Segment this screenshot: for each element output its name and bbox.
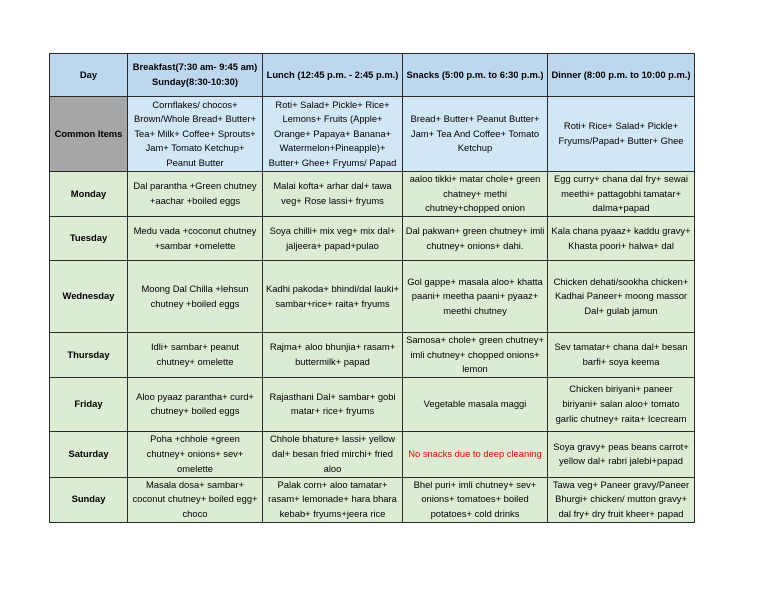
cell-line: lemon: [462, 363, 488, 375]
cell-line: choco: [182, 507, 208, 519]
dinner-cell: [548, 261, 695, 333]
cell-line: chutney +boiled eggs: [150, 297, 240, 309]
cell-line: Chhole bhature+ lassi+ yellow: [269, 433, 396, 445]
day-label: Thursday: [50, 333, 128, 378]
cell-line: omelette: [177, 462, 213, 474]
breakfast-cell: [128, 97, 263, 172]
cell-line: biriyani+ salan aloo+ tomato: [562, 397, 680, 409]
lunch-cell: [263, 431, 403, 477]
breakfast-cell: [128, 333, 263, 378]
cell-line: Fryums/Papad+ Butter+ Ghee: [558, 135, 684, 146]
mess-menu-table: [49, 53, 695, 523]
cell-line: +aachar +boiled eggs: [149, 195, 241, 206]
cell-line: Kadhi pakoda+ bhindi/dal lauki+: [266, 282, 399, 294]
dinner-cell: [548, 477, 695, 522]
day-label: Saturday: [50, 431, 128, 477]
dinner-cell: [548, 97, 695, 172]
cell-line: Cornflakes/ chocos+: [152, 98, 238, 110]
cell-line: Brown/Whole Bread+ Butter+: [134, 113, 256, 125]
cell-line: Tawa veg+ Paneer gravy/Paneer: [552, 478, 690, 490]
row-common-items: [50, 97, 695, 172]
cell-line: chutney+ onions+ sev+: [146, 447, 244, 459]
day-label: Wednesday: [50, 261, 128, 333]
cell-line: Bhel puri+ imli chutney+ sev+: [413, 478, 537, 490]
cell-line: Roti+ Rice+ Salad+ Pickle+: [563, 120, 679, 132]
day-label: Friday: [50, 377, 128, 431]
snacks-cell: [403, 217, 548, 261]
dinner-cell: [548, 333, 695, 378]
cell-line: Orange+ Papaya+ Banana+: [273, 127, 392, 139]
cell-line: aloo: [323, 462, 342, 474]
cell-line: rasam+ lemonade+ hara bhara: [268, 493, 397, 505]
lunch-cell: [263, 97, 403, 172]
header-lunch: Lunch (12:45 p.m. - 2:45 p.m.): [263, 54, 403, 97]
cell-line: yellow dal+ rabri jalebi+papad: [558, 455, 684, 467]
dinner-cell: [548, 377, 695, 431]
cell-line: Chicken biriyani+ paneer: [569, 383, 673, 395]
day-label: Common Items: [50, 97, 128, 172]
dinner-cell: [548, 431, 695, 477]
breakfast-cell: [128, 172, 263, 217]
cell-line: paani+ meetha paani+ pyaaz+: [411, 290, 539, 302]
lunch-cell: [263, 377, 403, 431]
cell-line: Moong Dal Chilla +lehsun: [141, 282, 249, 294]
cell-line: Lemons+ Fruits (Apple+: [282, 113, 383, 125]
breakfast-cell: [128, 477, 263, 522]
cell-line: chatney+ methi: [443, 187, 507, 199]
cell-line: imli chutney+ chopped onions+: [410, 348, 540, 360]
cell-line: Khasta poori+ halwa+ dal: [568, 239, 674, 251]
row-tuesday: [50, 217, 695, 261]
header-row: [50, 54, 695, 97]
cell-line: Jam+ Tomato Ketchup+: [145, 142, 245, 154]
row-saturday: [50, 431, 695, 477]
day-label: Sunday: [50, 477, 128, 522]
cell-line: Roti+ Salad+ Pickle+ Rice+: [275, 98, 390, 110]
lunch-cell: [263, 217, 403, 261]
cell-line: Peanut Butter: [166, 156, 224, 168]
cell-line: chutney+ omelette: [156, 355, 234, 367]
cell-line: Palak corn+ aloo tamatar+: [277, 478, 388, 490]
cell-line: Dal pakwan+ green chutney+ imli: [405, 224, 545, 236]
row-monday: [50, 172, 695, 217]
cell-line: dal+ besan fried mirchi+ fried: [272, 447, 393, 459]
cell-line: Kala chana pyaaz+ kaddu gravy+: [551, 224, 691, 236]
cell-line: Butter+ Ghee+ Fryums/ Papad: [268, 156, 397, 168]
cell-line: chutney+ boiled eggs: [150, 405, 240, 417]
cell-line: Watermelon+Pineapple)+: [279, 142, 386, 154]
no-snacks-notice: No snacks due to deep cleaning: [408, 447, 542, 459]
snacks-cell: [403, 477, 548, 522]
header-dinner: Dinner (8:00 p.m. to 10:00 p.m.): [548, 54, 695, 97]
day-label: Monday: [50, 172, 128, 217]
cell-line: Soya chilli+ mix veg+ mix dal+: [269, 224, 396, 236]
cell-line: Poha +chhole +green: [150, 433, 240, 445]
row-sunday: [50, 477, 695, 522]
breakfast-cell: [128, 261, 263, 333]
cell-line: Idli+ sambar+ peanut: [150, 341, 240, 353]
cell-line: Vegetable masala maggi: [423, 397, 527, 409]
header-breakfast-line: Breakfast(7:30 am- 9:45 am): [132, 61, 258, 73]
dinner-cell: [548, 172, 695, 217]
snacks-cell: [403, 97, 548, 172]
day-label: Tuesday: [50, 217, 128, 261]
snacks-cell: [403, 377, 548, 431]
dinner-cell: [548, 217, 695, 261]
cell-line: Gol gappe+ masala aloo+ khatta: [407, 275, 543, 287]
cell-line: Masala dosa+ sambar+: [146, 478, 244, 490]
cell-line: chutney+chopped onion: [425, 202, 525, 214]
header-snacks: Snacks (5:00 p.m. to 6:30 p.m.): [403, 54, 548, 97]
cell-line: Dal+ gulab jamun: [584, 304, 658, 316]
cell-line: Sev tamatar+ chana dal+ besan: [554, 341, 688, 353]
cell-line: Tea+ Milk+ Coffee+ Sprouts+: [134, 127, 256, 139]
cell-line: potatoes+ cold drinks: [430, 507, 520, 519]
cell-line: aaloo tikki+ matar chole+ green: [409, 173, 541, 185]
cell-line: Bread+ Butter+ Peanut Butter+: [410, 113, 540, 125]
cell-line: veg+ Rose lassi+ fryums: [281, 195, 384, 206]
row-friday: [50, 377, 695, 431]
cell-line: jaljeera+ papad+pulao: [286, 239, 379, 251]
cell-line: dal fry+ dry fruit kheer+ papad: [558, 507, 684, 519]
snacks-cell: [403, 333, 548, 378]
cell-line: Soya gravy+ peas beans carrot+: [553, 440, 689, 452]
cell-line: matar+ rice+ fryums: [290, 405, 375, 417]
cell-line: meethi chutney: [443, 304, 507, 316]
breakfast-cell: [128, 377, 263, 431]
cell-line: Rajma+ aloo bhunjia+ rasam+: [269, 341, 396, 353]
cell-line: Ketchup: [457, 142, 493, 154]
breakfast-cell: [128, 431, 263, 477]
cell-line: Chicken dehati/sookha chicken+: [553, 275, 689, 287]
lunch-cell: [263, 333, 403, 378]
cell-line: Kadhai Paneer+ moong massor: [554, 290, 688, 302]
cell-line: chutney+ onions+ dahi.: [426, 239, 524, 251]
cell-line: buttermilk+ papad: [295, 355, 370, 367]
cell-line: Rajasthani Dal+ sambar+ gobi: [269, 390, 396, 402]
cell-line: onions+ tomatoes+ boiled: [421, 493, 529, 505]
cell-line: sambar+rice+ raita+ fryums: [275, 297, 390, 309]
row-wednesday: [50, 261, 695, 333]
breakfast-cell: [128, 217, 263, 261]
lunch-cell: [263, 172, 403, 217]
cell-line: Dal parantha +Green chutney: [133, 180, 257, 192]
lunch-cell: [263, 477, 403, 522]
header-breakfast-line: Sunday(8:30-10:30): [152, 76, 238, 87]
cell-line: Aloo pyaaz parantha+ curd+: [136, 390, 254, 402]
cell-line: barfi+ soya keema: [582, 355, 660, 367]
cell-line: kebab+ fryums+jeera rice: [279, 507, 386, 519]
cell-line: Bhurgi+ chicken/ mutton gravy+: [555, 493, 687, 505]
lunch-cell: [263, 261, 403, 333]
row-thursday: [50, 333, 695, 378]
header-breakfast: [128, 54, 263, 97]
cell-line: Egg curry+ chana dal fry+ sewai: [554, 173, 688, 185]
cell-line: +sambar +omelette: [154, 239, 236, 251]
cell-line: coconut chutney+ boiled egg+: [132, 493, 258, 505]
cell-line: dalma+papad: [592, 202, 650, 214]
cell-line: garlic chutney+ raita+ Icecream: [555, 412, 687, 424]
cell-line: meethi+ pattagobhi tamatar+: [561, 187, 681, 199]
cell-line: Jam+ Tea And Coffee+ Tomato: [410, 127, 540, 139]
snacks-cell: [403, 172, 548, 217]
cell-line: Medu vada +coconut chutney: [133, 224, 257, 236]
cell-line: Samosa+ chole+ green chutney+: [406, 334, 544, 345]
snacks-cell: [403, 431, 548, 477]
cell-line: Malai kofta+ arhar dal+ tawa: [273, 180, 392, 192]
snacks-cell: [403, 261, 548, 333]
header-day: Day: [50, 54, 128, 97]
